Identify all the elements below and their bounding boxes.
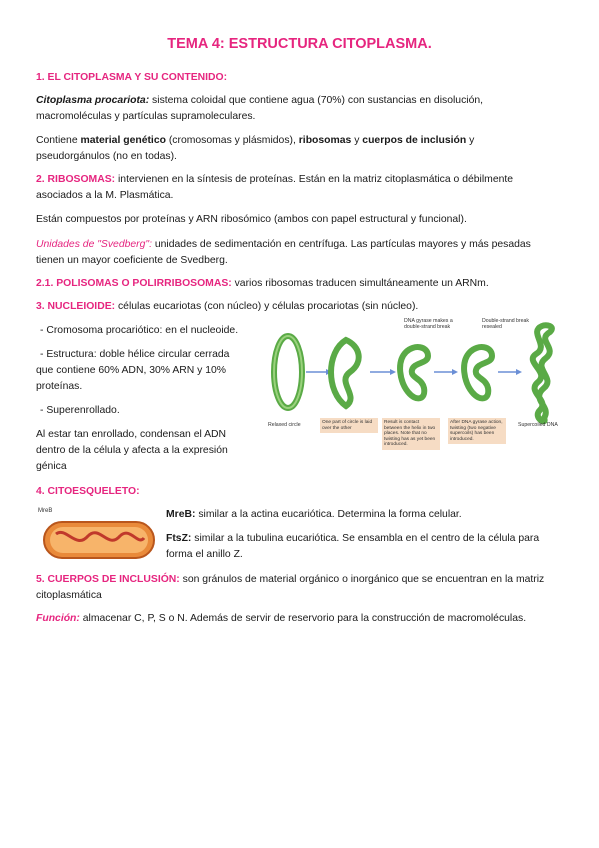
text: Contiene <box>36 135 81 146</box>
paragraph-ribosomas <box>36 172 564 204</box>
text: unidades de sedimentación en centrífuga. Las partículas mayores y más pesadas <box>151 239 531 250</box>
dna-diagram <box>266 322 566 472</box>
paragraph-enrollado <box>36 427 266 475</box>
label-reseal: Double-strand break resealed <box>482 318 530 330</box>
section-4-heading: 4. CITOESQUELETO: <box>36 486 140 497</box>
text: tienen un mayor coeficiente de Svedberg. <box>36 255 228 266</box>
text: proteínas. <box>36 381 83 392</box>
section-2-heading: 2. RIBOSOMAS: <box>36 174 116 185</box>
dna-supercoiling-figure <box>266 318 566 472</box>
term-svedberg: Unidades de "Svedberg": <box>36 239 152 250</box>
gyrase-shape <box>464 347 492 398</box>
text: y <box>351 135 363 146</box>
term-citoplasma: Citoplasma procariota: <box>36 95 150 106</box>
folded-circle-shape <box>331 340 359 406</box>
paragraph-contiene <box>36 133 564 165</box>
term-ribosomas: ribosomas <box>298 135 352 146</box>
term-ftsz: FtsZ: <box>166 533 192 544</box>
text: forma el anillo Z. <box>166 549 243 560</box>
bullet-estructura <box>36 347 266 395</box>
paragraph-nucleoide <box>36 299 564 315</box>
text: similar a la actina eucariótica. Determina la forma celular. <box>195 509 462 520</box>
arrow-2-head <box>390 369 396 375</box>
paragraph-funcion <box>36 611 564 627</box>
text: pseudorgánulos (no en todas). <box>36 151 177 162</box>
text: (cromosomas y plásmidos), <box>165 135 299 146</box>
caption-3: After DNA gyrase action, twisting (two negative supercoils) has been introduced. <box>448 418 506 444</box>
contact-shape <box>400 347 428 398</box>
label-gyrase: DNA gyrase makes a double-strand break <box>404 318 453 330</box>
text: génica <box>36 461 67 472</box>
paragraph-citoplasma <box>36 93 564 125</box>
text: citoplasmática <box>36 590 102 601</box>
paragraph-polisomas <box>36 276 564 292</box>
paragraph-svedberg <box>36 237 564 269</box>
arrow-3-head <box>452 369 458 375</box>
text: asociados a la M. Plasmática. <box>36 190 174 201</box>
paragraph-inclusion <box>36 572 564 604</box>
caption-1: One part of circle is laid over the other <box>320 418 378 433</box>
text: sistema coloidal que contiene agua (70%) con sustancias en disolución, <box>149 95 484 106</box>
section-3-heading: 3. NUCLEIOIDE: <box>36 301 116 312</box>
section-1-heading: 1. EL CITOPLASMA Y SU CONTENIDO: <box>36 72 228 83</box>
paragraph-mreb <box>166 507 564 523</box>
page-title: TEMA 4: ESTRUCTURA CITOPLASMA. <box>167 36 432 52</box>
text: dentro de la célula y afecta a la expresión <box>36 445 228 456</box>
term-cuerpos-inclusion: cuerpos de inclusión <box>362 135 467 146</box>
label-supercoiled: Supercoiled DNA <box>518 422 558 428</box>
term-funcion: Función: <box>36 613 80 624</box>
term-material-genetico: material genético <box>80 135 166 146</box>
supercoiled-shape <box>533 325 552 421</box>
paragraph-composicion: Están compuestos por proteínas y ARN ribosómico (ambos con papel estructural y funcional). <box>36 214 467 225</box>
arrow-4-head <box>516 369 522 375</box>
mreb-cell-image <box>36 504 158 562</box>
text: similar a la tubulina eucariótica. Se ensambla en el centro de la célula para <box>191 533 540 544</box>
section-5-heading: 5. CUERPOS DE INCLUSIÓN: <box>36 574 180 585</box>
text: Al estar tan enrollado, condensan el ADN <box>36 429 227 440</box>
text: células eucariotas (con núcleo) y células procariotas (sin núcleo). <box>115 301 419 312</box>
text: intervienen en la síntesis de proteínas. Están en la matriz citoplasmática o débilmente <box>115 174 514 185</box>
cell-inner <box>50 527 148 553</box>
text: son gránulos de material orgánico o inorgánico que se encuentran en la matriz <box>179 574 545 585</box>
caption-2: Result is contact between the helix in two places. Note that no twisting has as yet been introduced. <box>382 418 440 450</box>
text: - Estructura: doble hélice circular cerrada <box>40 349 230 360</box>
mreb-cell-drawing <box>36 504 158 562</box>
text: macromoléculas y partículas supramoleculares. <box>36 111 256 122</box>
label-relaxed: Relaxed circle <box>268 422 301 428</box>
bullet-cromosoma: - Cromosoma procariótico: en el nucleoide. <box>40 325 239 336</box>
text: que contiene 60% ADN, 30% ARN y 10% <box>36 365 227 376</box>
section-2-1-heading: 2.1. POLISOMAS O POLIRRIBOSOMAS: <box>36 278 232 289</box>
term-mreb: MreB: <box>166 509 196 520</box>
bullet-superenrollado: - Superenrollado. <box>40 405 120 416</box>
paragraph-ftsz <box>166 531 564 563</box>
text: almacenar C, P, S o N. Además de servir de reservorio para la construcción de macromoléculas. <box>79 613 527 624</box>
text: varios ribosomas traducen simultáneamente un ARNm. <box>231 278 489 289</box>
relaxed-circle-highlight <box>274 336 302 408</box>
text: y <box>466 135 475 146</box>
mreb-image-label: MreB <box>38 508 53 514</box>
